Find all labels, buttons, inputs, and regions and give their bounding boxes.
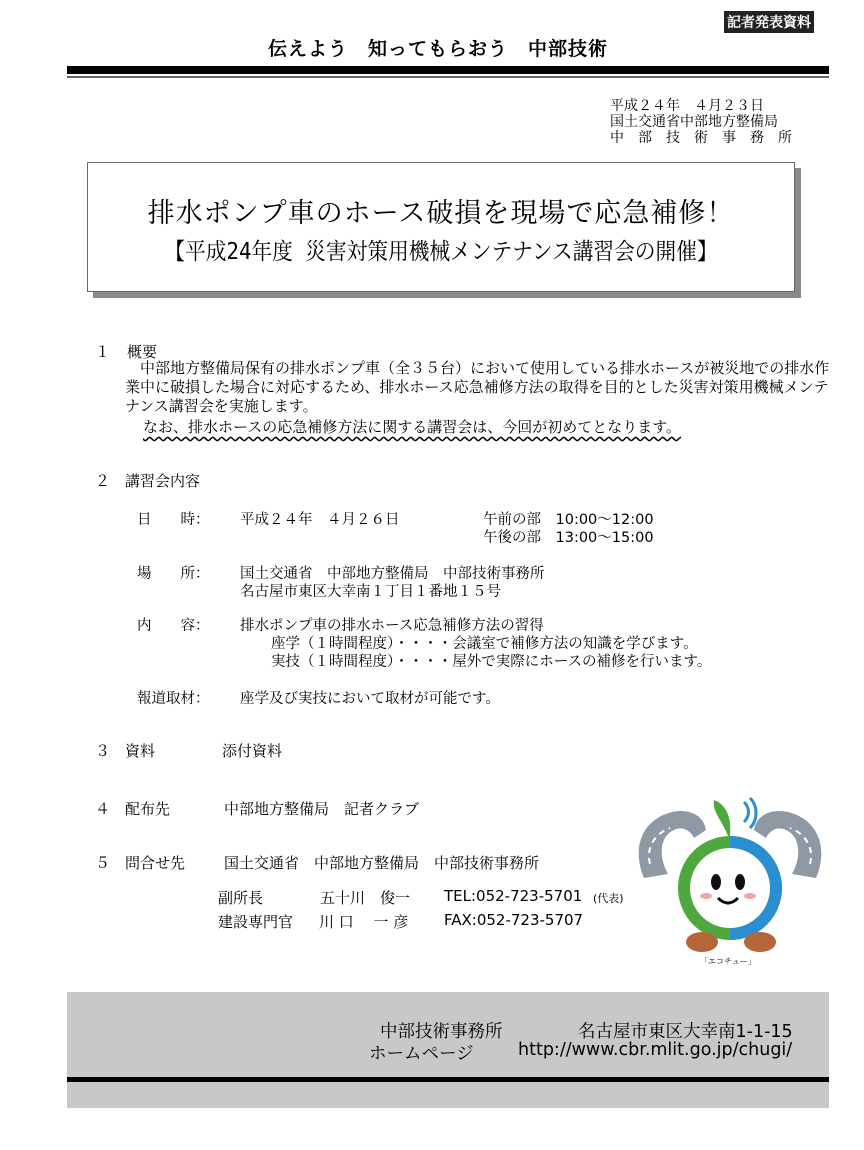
place-line-1: 国土交通省 中部地方整備局 中部技術事務所 bbox=[240, 566, 545, 582]
morning-session: 午前の部 10:00～12:00 bbox=[483, 512, 654, 528]
issuer-office: 中 部 技 術 事 務 所 bbox=[610, 130, 792, 146]
section-3-heading: 資料 bbox=[125, 742, 156, 760]
contact-2-fax: FAX:052-723-5707 bbox=[444, 911, 584, 929]
section-4-value: 中部地方整備局 記者クラブ bbox=[224, 800, 420, 818]
contact-1-tel: TEL:052-723-5701 bbox=[444, 887, 583, 905]
section-1-number: １ bbox=[95, 343, 111, 361]
mascot-ecochu-icon bbox=[632, 790, 828, 970]
place-line-2: 名古屋市東区大幸南１丁目１番地１５号 bbox=[240, 584, 501, 600]
footer-office: 中部技術事務所 bbox=[380, 1022, 503, 1042]
place-label: 場 所： bbox=[137, 566, 210, 582]
title-box bbox=[87, 162, 795, 292]
footer-homepage-url[interactable]: http://www.cbr.mlit.go.jp/chugi/ bbox=[518, 1040, 793, 1060]
footer-address: 名古屋市東区大幸南1-1-15 bbox=[578, 1022, 793, 1042]
mascot-illustration bbox=[632, 790, 828, 970]
content-line-2: 座学（１時間程度）・・・・会議室で補修方法の知識を学びます。 bbox=[271, 636, 698, 652]
section-1-heading: 概要 bbox=[127, 343, 158, 361]
section-4-number: ４ bbox=[95, 800, 111, 818]
section-2-heading: 講習会内容 bbox=[125, 472, 201, 490]
contact-2-role: 建設専門官 bbox=[218, 913, 294, 931]
footer-rule bbox=[67, 1077, 829, 1082]
section-1-body: 中部地方整備局保有の排水ポンプ車（全３５台）において使用している排水ホースが被災地での排水作業中に破損した場合に対応するため、排水ホース応急補修方法の取得を目的とした災害対策用機械メンテナンス講習会を実施します。 bbox=[125, 359, 830, 415]
date-value: 平成２４年 ４月２６日 bbox=[240, 512, 400, 528]
mascot-caption: 「エコチュー」 bbox=[700, 957, 756, 966]
section-1-note: なお、排水ホースの応急補修方法に関する講習会は、今回が初めてとなります。 bbox=[143, 418, 682, 436]
issue-date: 平成２４年 ４月２３日 bbox=[610, 98, 764, 114]
section-2-number: ２ bbox=[95, 472, 111, 490]
issuer-bureau: 国土交通省中部地方整備局 bbox=[610, 114, 778, 130]
date-label: 日 時： bbox=[137, 512, 210, 528]
press-label: 報道取材： bbox=[137, 691, 210, 707]
issuer-block bbox=[610, 98, 792, 146]
afternoon-session: 午後の部 13:00～15:00 bbox=[483, 530, 654, 546]
section-3-number: ３ bbox=[95, 742, 111, 760]
section-3-value: 添付資料 bbox=[222, 742, 283, 760]
header-rule bbox=[67, 66, 829, 74]
section-4-heading: 配布先 bbox=[125, 800, 171, 818]
press-value: 座学及び実技において取材が可能です。 bbox=[240, 691, 500, 707]
footer-homepage-label: ホームページ bbox=[369, 1044, 474, 1064]
page-subtitle: 【平成24年度 災害対策用機械メンテナンス講習会の開催】 bbox=[164, 239, 718, 265]
press-release-badge: 記者発表資料 bbox=[724, 11, 814, 33]
section-5-number: ５ bbox=[95, 854, 111, 872]
section-5-heading: 問合せ先 bbox=[125, 854, 186, 872]
contact-2-name: 川 口 一 彦 bbox=[319, 913, 409, 931]
content-line-3: 実技（１時間程度）・・・・屋外で実際にホースの補修を行います。 bbox=[271, 654, 712, 670]
contact-1-tel-note: (代表) bbox=[593, 892, 624, 905]
contact-1-role: 副所長 bbox=[218, 889, 264, 907]
section-5-value: 国土交通省 中部地方整備局 中部技術事務所 bbox=[224, 854, 540, 872]
header-rule-thin bbox=[67, 76, 829, 78]
content-line-1: 排水ポンプ車の排水ホース応急補修方法の習得 bbox=[240, 618, 544, 634]
page-title: 排水ポンプ車のホース破損を現場で応急補修！ bbox=[147, 198, 735, 229]
contact-1-name: 五十川 俊一 bbox=[320, 889, 411, 907]
slogan: 伝えよう 知ってもらおう 中部技術 bbox=[268, 38, 609, 60]
content-label: 内 容： bbox=[137, 618, 210, 634]
